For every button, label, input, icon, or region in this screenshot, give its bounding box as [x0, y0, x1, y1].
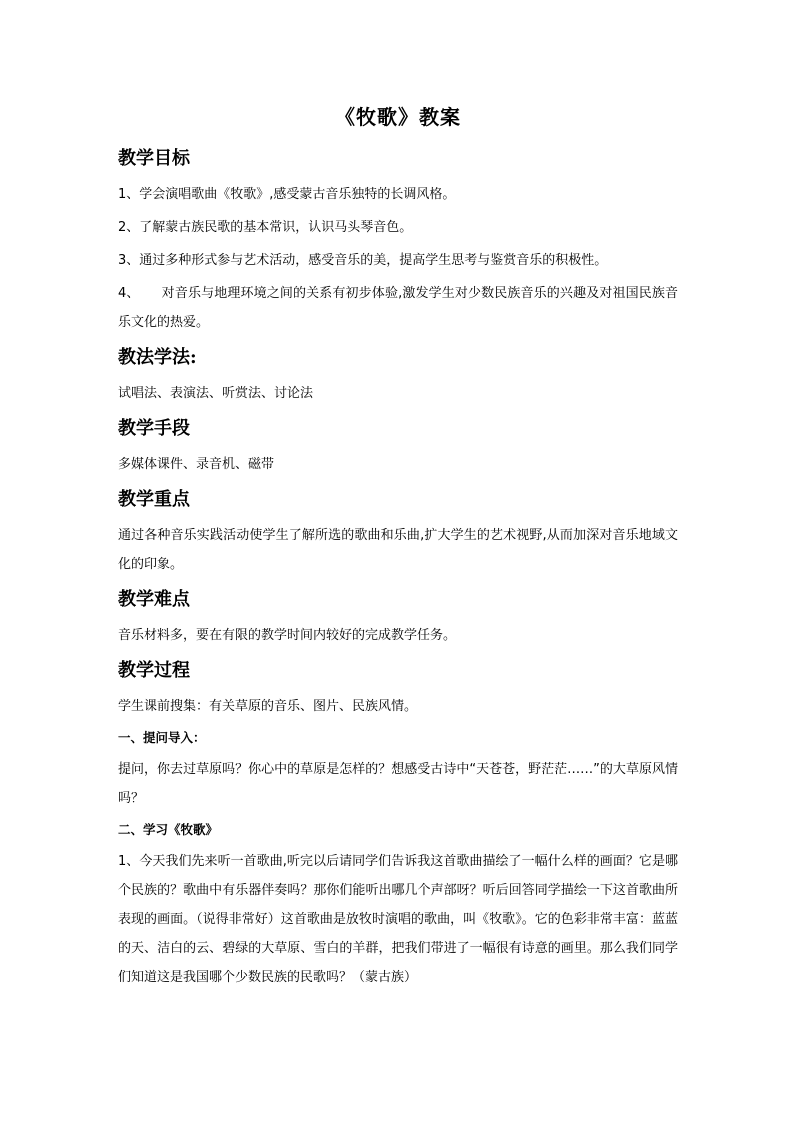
step2-title: 二、学习《牧歌》 — [118, 822, 219, 837]
document-body — [118, 100, 678, 994]
document-title: 《牧歌》教案 — [335, 105, 461, 129]
step2-text: 1、今天我们先来听一首歌曲,听完以后请同学们告诉我这首歌曲描绘了一幅什么样的画面？它是哪个民族的？歌曲中有乐器伴奏吗？那你们能听出哪几个声部呀？听后回答同学描绘一下这首歌曲所表现的画面。（说得非常好）这首歌曲是放牧时演唱的歌曲，叫《牧歌》。它的色彩非常丰富：蓝蓝的天、洁白的云、碧绿的大草原、雪白的羊群，把我们带进了一幅很有诗意的画里。那么我们同学们知道这是我国哪个少数民族的民歌吗？（蒙古族） — [118, 854, 678, 985]
focus-text: 通过各种音乐实践活动使学生了解所选的歌曲和乐曲,扩大学生的艺术视野,从而加深对音乐地域文化的印象。 — [118, 528, 678, 572]
heading-difficulty: 教学难点 — [118, 589, 190, 610]
difficulty-text: 音乐材料多，要在有限的教学时间内较好的完成教学任务。 — [118, 628, 457, 643]
goal-item-2: 2、了解蒙古族民歌的基本常识，认识马头琴音色。 — [118, 220, 413, 235]
goal-item-3: 3、通过多种形式参与艺术活动，感受音乐的美，提高学生思考与鉴赏音乐的积极性。 — [118, 253, 608, 268]
step1-text: 提问，你去过草原吗？你心中的草原是怎样的？想感受古诗中“天苍苍，野茫茫……”的大草原风情吗？ — [118, 762, 678, 806]
methods-text: 试唱法、表演法、听赏法、讨论法 — [118, 386, 314, 401]
goal-item-4-text: 对音乐与地理环境之间的关系有初步体验,激发学生对少数民族音乐的兴趣及对祖国民族音乐文化的热爱。 — [118, 286, 678, 330]
goal-item-4 — [118, 277, 678, 339]
heading-goals: 教学目标 — [118, 148, 190, 169]
heading-process: 教学过程 — [118, 660, 190, 681]
heading-focus: 教学重点 — [118, 489, 190, 510]
tools-text: 多媒体课件、录音机、磁带 — [118, 457, 275, 472]
goal-item-4-number: 4、 — [118, 286, 140, 301]
process-intro: 学生课前搜集：有关草原的音乐、图片、民族风情。 — [118, 699, 418, 714]
step1-title: 一、提问导入： — [118, 730, 206, 745]
goal-item-1: 1、学会演唱歌曲《牧歌》,感受蒙古音乐独特的长调风格。 — [118, 187, 456, 202]
heading-tools: 教学手段 — [118, 418, 190, 439]
heading-methods: 教法学法: — [118, 347, 197, 368]
